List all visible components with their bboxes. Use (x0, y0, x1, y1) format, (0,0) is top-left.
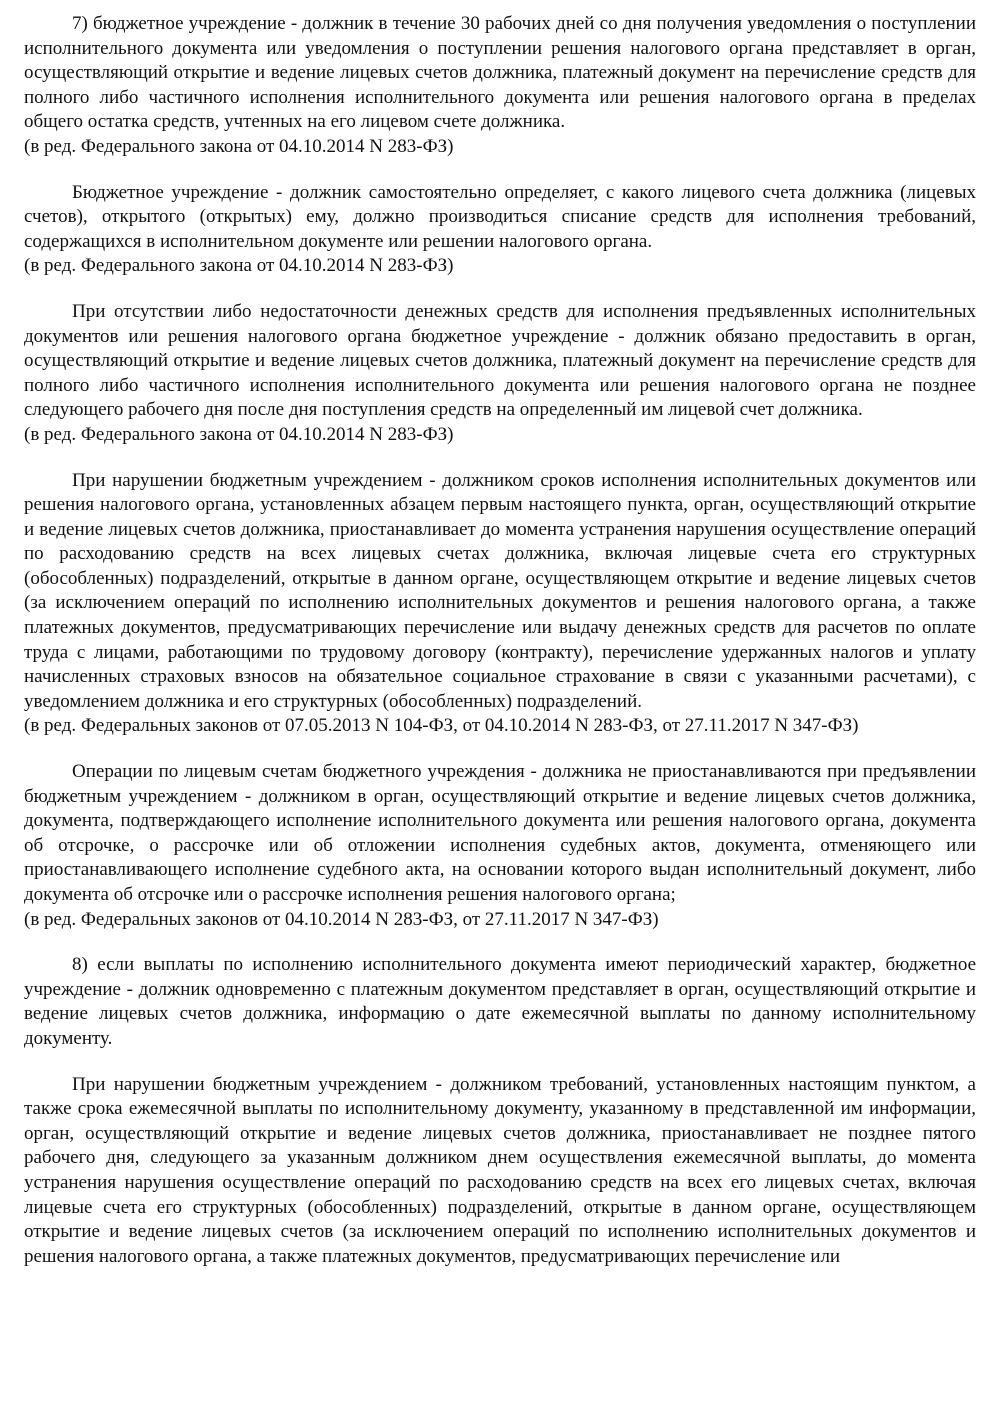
amendment-note: (в ред. Федерального закона от 04.10.2014 N 283-ФЗ) (24, 423, 454, 445)
paragraph-block-2 (24, 181, 976, 279)
paragraph-block-1 (24, 12, 976, 160)
amendment-note: (в ред. Федеральных законов от 07.05.2013 N 104-ФЗ, от 04.10.2014 N 283-ФЗ, от 27.11.2017 N 347-ФЗ) (24, 715, 859, 737)
paragraph-text: При отсутствии либо недостаточности денежных средств для исполнения предъявленных исполнительных документов или решения налогового органа бюджетное учреждение - должник обязано предоставить в орган, осуществляющий открытие и ведение лицевых счетов должника, платежный документ на перечисление средств для полного либо частичного исполнения исполнительного документа или решения налогового органа не позднее следующего рабочего дня после дня поступления средств на определенный им лицевой счет должника. (24, 300, 976, 421)
paragraph-text: 8) если выплаты по исполнению исполнительного документа имеют периодический характер, бюджетное учреждение - должник одновременно с платежным документом представляет в орган, осуществляющий открытие и ведение лицевых счетов должника, информацию о дате ежемесячной выплаты по данному исполнительному документу. (24, 954, 976, 1049)
paragraph-text: Операции по лицевым счетам бюджетного учреждения - должника не приостанавливаются при предъявлении бюджетным учреждением - должником в орган, осуществляющий открытие и ведение лицевых счетов должника, документа, подтверждающего исполнение исполнительного документа или решения налогового органа, документа об отсрочке, о рассрочке или об отложении исполнения судебных актов, документа, отменяющего или приостанавливающего исполнение судебного акта, на основании которого выдан исполнительный документ, либо документа об отсрочке или о рассрочке исполнения решения налогового органа; (24, 761, 976, 905)
paragraph-block-7 (24, 1073, 976, 1270)
amendment-note: (в ред. Федерального закона от 04.10.2014 N 283-ФЗ) (24, 135, 454, 157)
paragraph-block-3 (24, 300, 976, 448)
document-page (24, 12, 976, 1290)
paragraph-text: При нарушении бюджетным учреждением - должником сроков исполнения исполнительных документов или решения налогового органа, установленных абзацем первым настоящего пункта, орган, осуществляющий открытие и ведение лицевых счетов должника, приостанавливает до момента устранения нарушения осуществление операций по расходованию средств на всех лицевых счетах должника, включая лицевые счета его структурных (обособленных) подразделений, открытые в данном органе, осуществляющем открытие и ведение лицевых счетов (за исключением операций по исполнению исполнительных документов и решения налогового органа, а также платежных документов, предусматривающих перечисление или выдачу денежных средств для расчетов по оплате труда с лицами, работающими по трудовому договору (контракту), перечисление удержанных налогов и уплату начисленных страховых взносов на обязательное социальное страхование в связи с указанными расчетами), с уведомлением должника и его структурных (обособленных) подразделений. (24, 469, 976, 712)
paragraph-block-6 (24, 953, 976, 1051)
paragraph-text: Бюджетное учреждение - должник самостоятельно определяет, с какого лицевого счета должника (лицевых счетов), открытого (открытых) ему, должно производиться списание средств для исполнения требований, содержащихся в исполнительном документе или решении налогового органа. (24, 181, 976, 252)
paragraph-block-5 (24, 760, 976, 932)
amendment-note: (в ред. Федерального закона от 04.10.2014 N 283-ФЗ) (24, 255, 454, 277)
paragraph-text: При нарушении бюджетным учреждением - должником требований, установленных настоящим пунктом, а также срока ежемесячной выплаты по исполнительному документу, указанному в представленной им информации, орган, осуществляющий открытие и ведение лицевых счетов должника, приостанавливает не позднее пятого рабочего дня, следующего за указанным должником днем осуществления ежемесячной выплаты, до момента устранения нарушения осуществление операций по расходованию средств на всех его лицевых счетах, включая лицевые счета его структурных (обособленных) подразделений, открытые в данном органе, осуществляющем открытие и ведение лицевых счетов (за исключением операций по исполнению исполнительных документов и решения налогового органа, а также платежных документов, предусматривающих перечисление или (24, 1073, 976, 1267)
paragraph-block-4 (24, 469, 976, 740)
amendment-note: (в ред. Федеральных законов от 04.10.2014 N 283-ФЗ, от 27.11.2017 N 347-ФЗ) (24, 908, 659, 930)
paragraph-text: 7) бюджетное учреждение - должник в течение 30 рабочих дней со дня получения уведомления о поступлении исполнительного документа или уведомления о поступлении решения налогового органа представляет в орган, осуществляющий открытие и ведение лицевых счетов должника, платежный документ на перечисление средств для полного либо частичного исполнения исполнительного документа или решения налогового органа в пределах общего остатка средств, учтенных на его лицевом счете должника. (24, 13, 976, 133)
